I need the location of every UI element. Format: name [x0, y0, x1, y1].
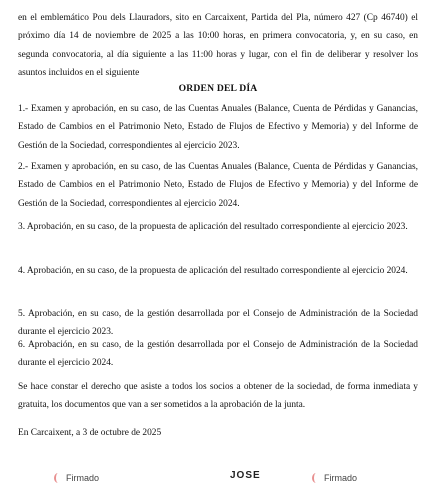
signature-stamp-icon — [54, 473, 62, 483]
agenda-item-5: 5. Aprobación, en su caso, de la gestión desarrollada por el Consejo de Administración de la Sociedad durante el ejercicio 2023. — [18, 309, 418, 338]
signature-left-label: Firmado — [66, 473, 100, 483]
signature-middle-label: JOSE — [230, 470, 261, 481]
intro-paragraph: en el emblemático Pou dels Llauradors, sito en Carcaixent, Partida del Pla, número 427 (Cp 46740) el próximo día 14 de noviembre de 2025 a las 10:00 horas, en primera convocatoria, y, en su caso, en segunda convocatoria, al día siguiente a las 11:00 horas y lugar, con el fin de deliberar y resolver los asuntos incluidos en el siguiente — [18, 13, 418, 79]
agenda-item-1: 1.- Examen y aprobación, en su caso, de las Cuentas Anuales (Balance, Cuenta de Pérdidas y Ganancias, Estado de Cambios en el Patrimonio Neto, Estado de Flujos de Efectivo y Memoria) y del Informe de Gestión de la Sociedad, correspondientes al ejercicio 2023. — [18, 104, 418, 151]
signature-right-label: Firmado — [324, 473, 358, 483]
closing-paragraph: Se hace constar el derecho que asiste a todos los socios a obtener de la sociedad, de forma inmediata y gratuita, los documentos que van a ser sometidos a la aprobación de la junta. — [18, 382, 418, 411]
agenda-heading: ORDEN DEL DÍA — [178, 83, 258, 94]
signature-stamp-icon — [312, 473, 320, 483]
place-date: En Carcaixent, a 3 de octubre de 2025 — [18, 428, 162, 438]
signature-row — [0, 470, 430, 484]
agenda-item-6: 6. Aprobación, en su caso, de la gestión desarrollada por el Consejo de Administración de la Sociedad durante el ejercicio 2024. — [18, 340, 418, 369]
agenda-item-3: 3. Aprobación, en su caso, de la propuesta de aplicación del resultado correspondiente al ejercicio 2023. — [18, 222, 408, 232]
agenda-item-2: 2.- Examen y aprobación, en su caso, de las Cuentas Anuales (Balance, Cuenta de Pérdidas y Ganancias, Estado de Cambios en el Patrimonio Neto, Estado de Flujos de Efectivo y Memoria) y del Informe de Gestión de la Sociedad, correspondientes al ejercicio 2024. — [18, 162, 418, 209]
agenda-item-4: 4. Aprobación, en su caso, de la propuesta de aplicación del resultado correspondiente al ejercicio 2024. — [18, 266, 408, 276]
